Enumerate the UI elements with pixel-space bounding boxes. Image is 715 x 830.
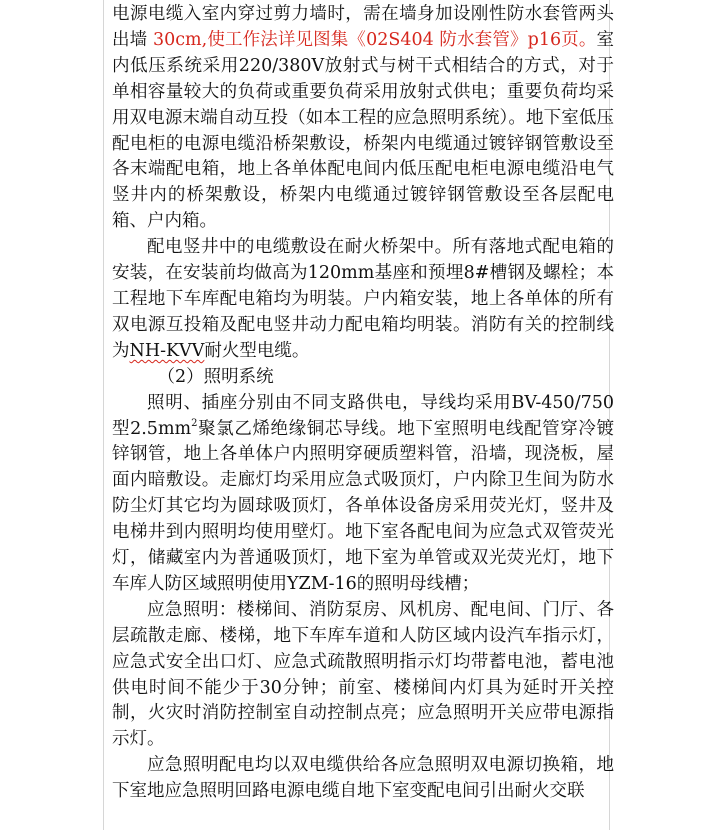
document-body: [112, 2, 614, 805]
paragraph-shaft-cabling: [112, 235, 614, 365]
paragraph-emergency-lighting: 应急照明：楼梯间、消防泵房、风机房、配电间、门厅、各层疏散走廊、楼梯，地下车库车道和人防区域内设汽车指示灯，应急式安全出口灯、应急式疏散照明指示灯均带蓄电池，蓄电池供电时间不能少于30分钟；前室、楼梯间内灯具为延时开关控制，火灾时消防控制室自动控制点亮；应急照明开关应带电源指示灯。: [112, 599, 614, 750]
paragraph-text: 耐火型电缆。: [204, 340, 310, 361]
paragraph-lighting: [112, 391, 614, 598]
paragraph-text: 照明、插座分别由不同支路供电，导线均采用BV-450/750型2.5mm: [112, 392, 614, 439]
paragraph-text: 室内低压系统采用220/380V放射式与树干式相结合的方式，对于单相容量较大的负荷或重要负荷采用放射式供电；重要负荷均采用双电源末端自动互投（如本工程的应急照明系统）。地下室低压配电柜的电源电缆沿桥架敷设，桥架内电缆通过镀锌钢管敷设至各末端配电箱，地上各单体配电间内低压配电柜电源电缆沿电气竖井内的桥架敷设，桥架内电缆通过镀锌钢管敷设至各层配电箱、户内箱。: [112, 29, 614, 232]
paragraph-cable-entry: [112, 2, 614, 235]
superscript: 2: [191, 417, 198, 429]
paragraph-text: 电源电缆入室内穿过剪力墙时，需在墙身加设刚性防水套管两头出墙: [112, 4, 614, 50]
section-heading: （2）照明系统: [157, 366, 274, 387]
left-margin-line: [103, 0, 104, 830]
highlighted-text: 30cm,使工作法详见图集《02S404 防水套管》p16页。: [152, 29, 597, 50]
paragraph-text: 配电竖井中的电缆敷设在耐火桥架中。所有落地式配电箱的安装，在安装前均做高为120mm基座和预埋8#槽钢及螺栓；本工程地下车库配电箱均为明装。户内箱安装，地上各单体的所有双电源互投箱及配电竖井动力配电箱均明装。消防有关的控制线为: [112, 237, 614, 361]
paragraph-text: 聚氯乙烯绝缘铜芯导线。地下室照明电线配管穿冷镀锌钢管，地上各单体户内照明穿硬质塑料管，沿墙，现浇板，屋面内暗敷设。走廊灯均采用应急式吸顶灯，户内除卫生间为防水防尘灯其它均为圆球吸顶灯，各单体设备房采用荧光灯，竖井及电梯井到内照明均使用壁灯。地下室各配电间为应急式双管荧光灯，储藏室内为普通吸顶灯，地下室为单管或双光荧光灯，地下车库人防区域照明使用YZM-16的照明母线槽；: [112, 418, 614, 594]
paragraph-emergency-distribution: 应急照明配电均以双电缆供给各应急照明双电源切换箱，地下室地应急照明回路电源电缆自地下室变配电间引出耐火交联: [112, 755, 614, 802]
spellcheck-term: NH-KVV: [129, 340, 205, 361]
